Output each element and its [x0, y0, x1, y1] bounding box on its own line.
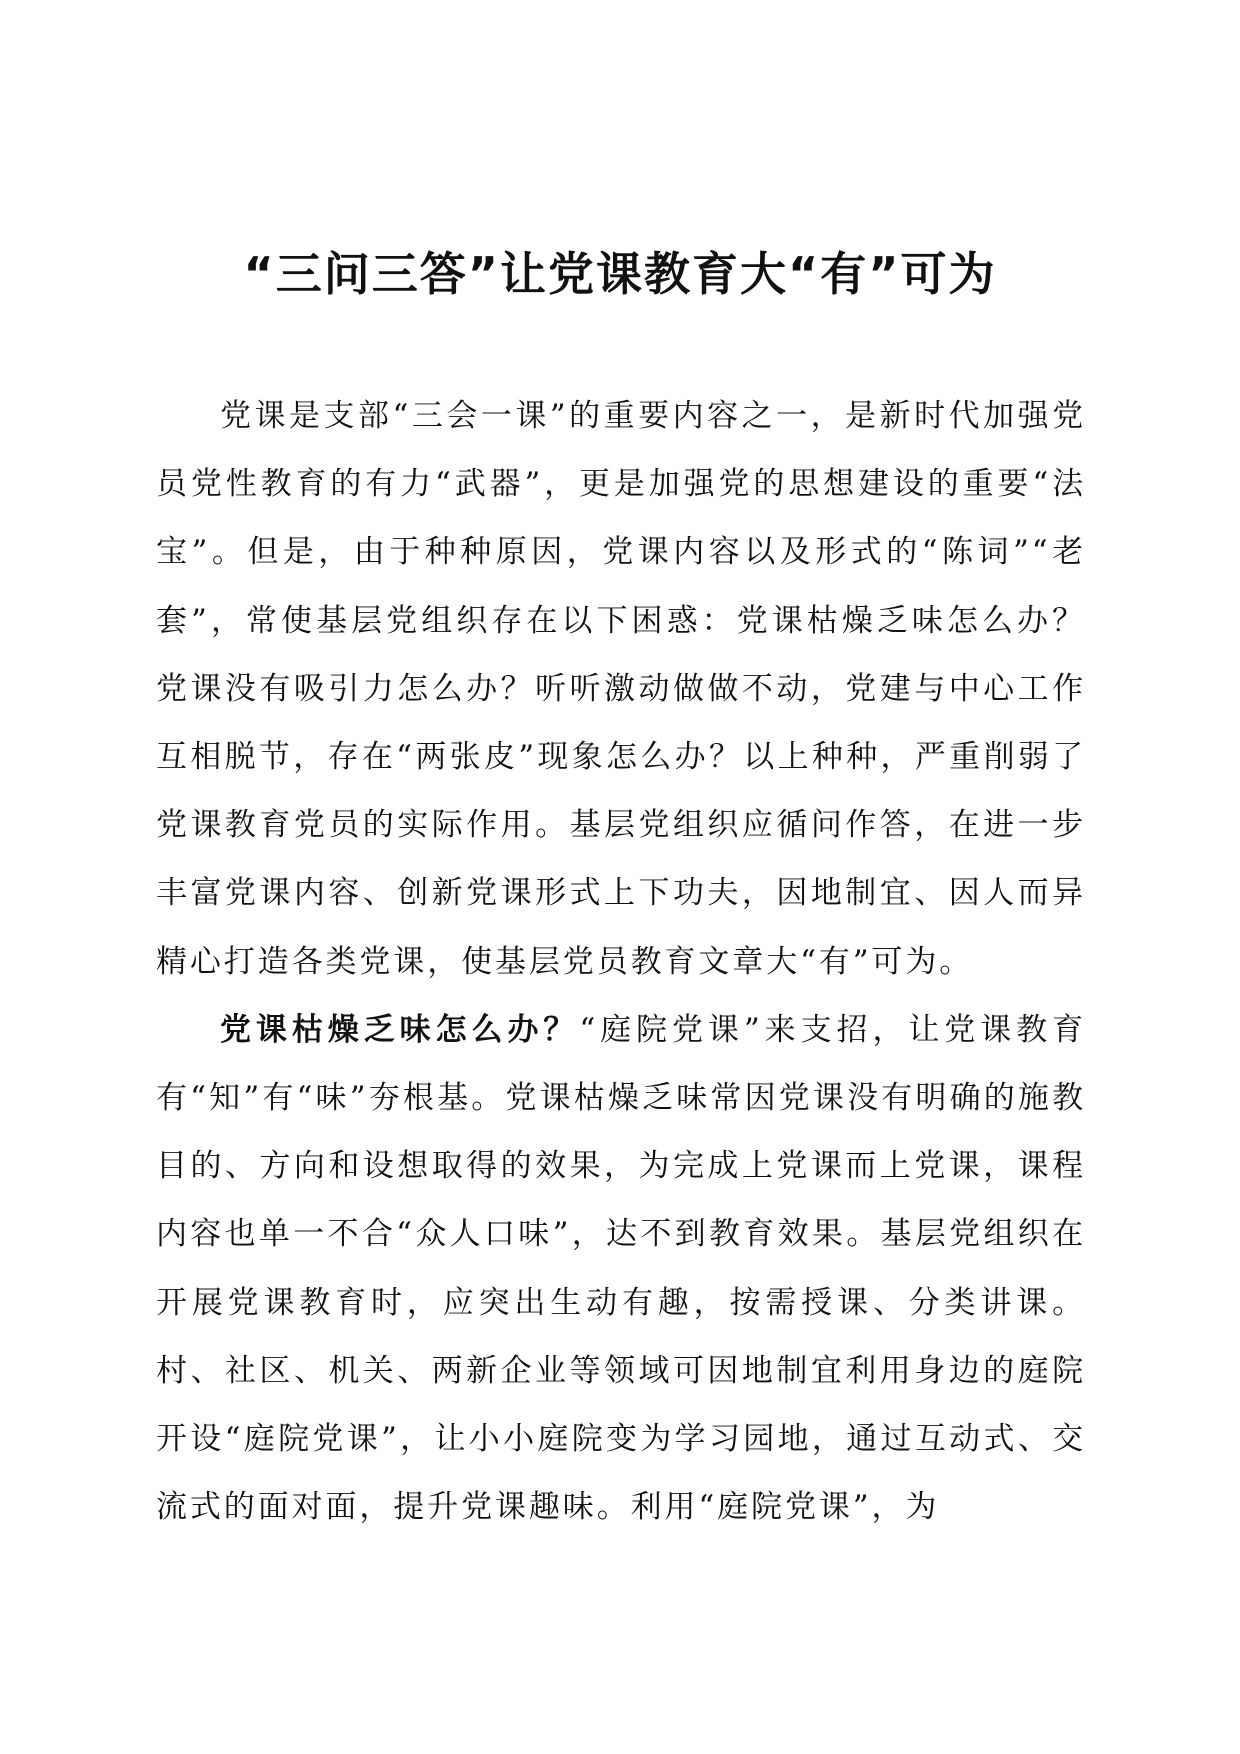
paragraph-courtyard-lesson: [156, 996, 1086, 1542]
paragraph-lead-question: 党课枯燥乏味怎么办？: [220, 1011, 580, 1048]
paragraph-body-text: “庭院党课”来支招，让党课教育有“知”有“味”夯根基。党课枯燥乏味常因党课没有明确的施教目的、方向和设想取得的效果，为完成上党课而上党课，课程内容也单一不合“众人口味”，达不到教育效果。基层党组织在开展党课教育时，应突出生动有趣，按需授课、分类讲课。村、社区、机关、两新企业等领域可因地制宜利用身边的庭院开设“庭院党课”，让小小庭院变为学习园地，通过互动式、交流式的面对面，提升党课趣味。利用“庭院党课”，为: [156, 1011, 1087, 1526]
paragraph-intro: 党课是支部“三会一课”的重要内容之一，是新时代加强党员党性教育的有力“武器”，更是加强党的思想建设的重要“法宝”。但是，由于种种原因，党课内容以及形式的“陈词”“老套”，常使基层党组织存在以下困惑：党课枯燥乏味怎么办？党课没有吸引力怎么办？听听激动做做不动，党建与中心工作互相脱节，存在“两张皮”现象怎么办？以上种种，严重削弱了党课教育党员的实际作用。基层党组织应循问作答，在进一步丰富党课内容、创新党课形式上下功夫，因地制宜、因人而异精心打造各类党课，使基层党员教育文章大“有”可为。: [156, 398, 1086, 980]
document-title: “三问三答”让党课教育大“有”可为: [243, 247, 997, 301]
document-body: [156, 382, 1086, 1541]
